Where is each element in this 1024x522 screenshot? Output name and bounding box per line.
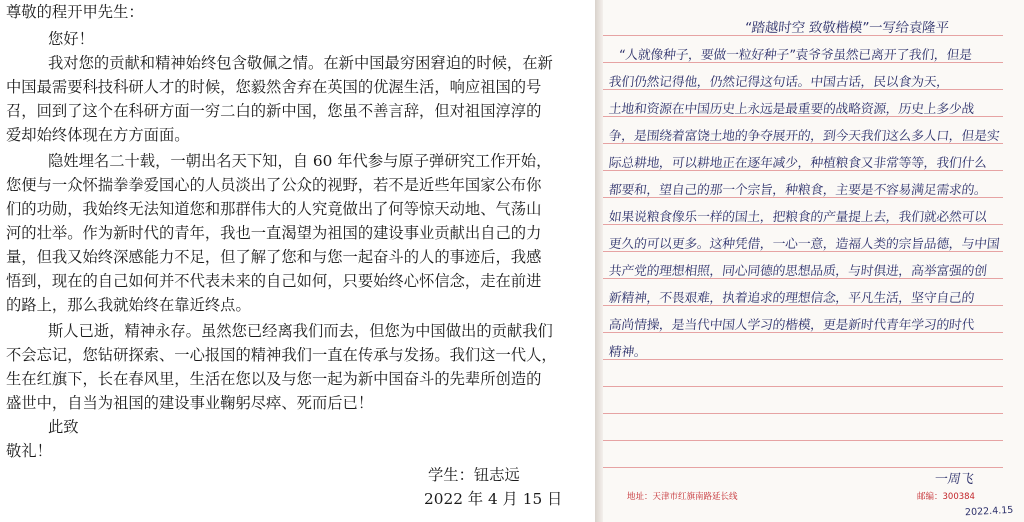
paragraph-line: 召，回到了这个在科研方面一穷二白的新中国，您虽不善言辞，但对祖国淳淳的	[6, 102, 542, 120]
paragraph-line: 斯人已逝，精神永存。虽然您已经离我们而去，但您为中国做出的贡献我们	[48, 322, 553, 340]
handwritten-line: 精神。	[608, 345, 648, 360]
handwritten-line: 高尚情操，是当代中国人学习的楷模，更是新时代青年学习的时代	[608, 318, 975, 333]
handwritten-line: 如果说粮食像乐一样的国土，把粮食的产量提上去，我们就必然可以	[608, 210, 988, 225]
handwritten-line: 共产党的理想相照，同心同德的思想品质，与时俱进，高举富强的创	[608, 264, 988, 279]
closing: 此致	[48, 418, 79, 436]
handwritten-title: “踏越时空 致敬楷模”一写给袁隆平	[743, 20, 950, 36]
paragraph-line: 隐姓埋名二十载，一朝出名天下知，自 60 年代参与原子弹研究工作开始，	[48, 152, 552, 170]
paragraph-line: 的路上，那么我就始终在靠近终点。	[6, 296, 251, 314]
handwritten-line: 都要和，望自己的那一个宗旨，种粮食，主要是不容易满足需求的。	[608, 183, 988, 198]
handwritten-line: 我们仍然记得他，仍然记得这句话。中国古话，民以食为天，	[608, 75, 950, 90]
paragraph-line: 们的功勋，我始终无法知道您和那群伟大的人究竟做出了何等惊天动地、气荡山	[6, 200, 542, 218]
handwritten-line: 争，是围绕着富饶土地的争夺展开的，到今天我们这么多人口，但是实	[608, 129, 1001, 144]
greeting: 您好！	[48, 30, 94, 48]
paragraph-line: 盛世中，自当为祖国的建设事业鞠躬尽瘁、死而后已！	[6, 394, 374, 412]
paragraph-line: 我对您的贡献和精神始终包含敬佩之情。在新中国最穷困窘迫的时候，在新	[48, 54, 553, 72]
footer-postcode: 邮编：300384	[917, 492, 975, 502]
paragraph-line: 生在红旗下，长在春风里，生活在您以及与您一起为新中国奋斗的先辈所创造的	[6, 370, 542, 388]
paragraph-line: 河的壮举。作为新时代的青年，我也一直渴望为祖国的建设事业贡献出自己的力	[6, 224, 542, 242]
paragraph-line: 悟到，现在的自己如何并不代表未来的自己如何，只要始终心怀信念，走在前进	[6, 272, 542, 290]
paragraph-line: 您便与一众怀揣拳拳爱国心的人员淡出了公众的视野，若不是近些年国家公布你	[6, 176, 542, 194]
ruled-line	[603, 359, 1003, 360]
handwritten-date: 2022.4.15	[964, 504, 1014, 519]
handwritten-letter	[595, 0, 1024, 522]
paragraph-line: 爱却始终体现在方方面面。	[6, 126, 190, 144]
handwritten-signature: 一周飞	[933, 472, 975, 487]
signature: 学生：钮志远	[428, 466, 520, 484]
handwritten-line: “人就像种子，要做一粒好种子”袁爷爷虽然已离开了我们，但是	[618, 48, 973, 63]
handwritten-line: 更久的可以更多。这种凭借，一心一意，造福人类的宗旨品德，与中国	[608, 237, 1001, 252]
divider	[582, 0, 595, 522]
paragraph-line: 不会忘记，您钻研探索、一心报国的精神我们一直在传承与发扬。我们这一代人，	[6, 346, 557, 364]
ruled-line	[603, 440, 1003, 441]
handwritten-line: 新精神，不畏艰难，执着追求的理想信念，平凡生活，坚守自己的	[608, 291, 975, 306]
paragraph-line: 中国最需要科技科研人才的时候，您毅然舍弃在英国的优渥生活，响应祖国的号	[6, 78, 542, 96]
salutation: 尊敬的程开甲先生：	[6, 3, 144, 21]
handwritten-line: 际总耕地，可以耕地正在逐年减少，种植粮食又非常等等，我们什么	[608, 156, 988, 171]
footer-address: 地址：天津市红旗南路延长线	[627, 492, 738, 502]
paper-edge	[595, 0, 603, 522]
handwritten-line: 土地和资源在中国历史上永远是最重要的战略资源，历史上多少战	[608, 102, 975, 117]
ruled-line	[603, 413, 1003, 414]
paragraph-line: 量，但我又始终深感能力不足，但了解了您和与您一起奋斗的人的事迹后，我感	[6, 248, 542, 266]
closing-salute: 敬礼！	[6, 442, 52, 460]
ruled-line	[603, 386, 1003, 387]
letter-date: 2022 年 4 月 15 日	[424, 490, 563, 508]
